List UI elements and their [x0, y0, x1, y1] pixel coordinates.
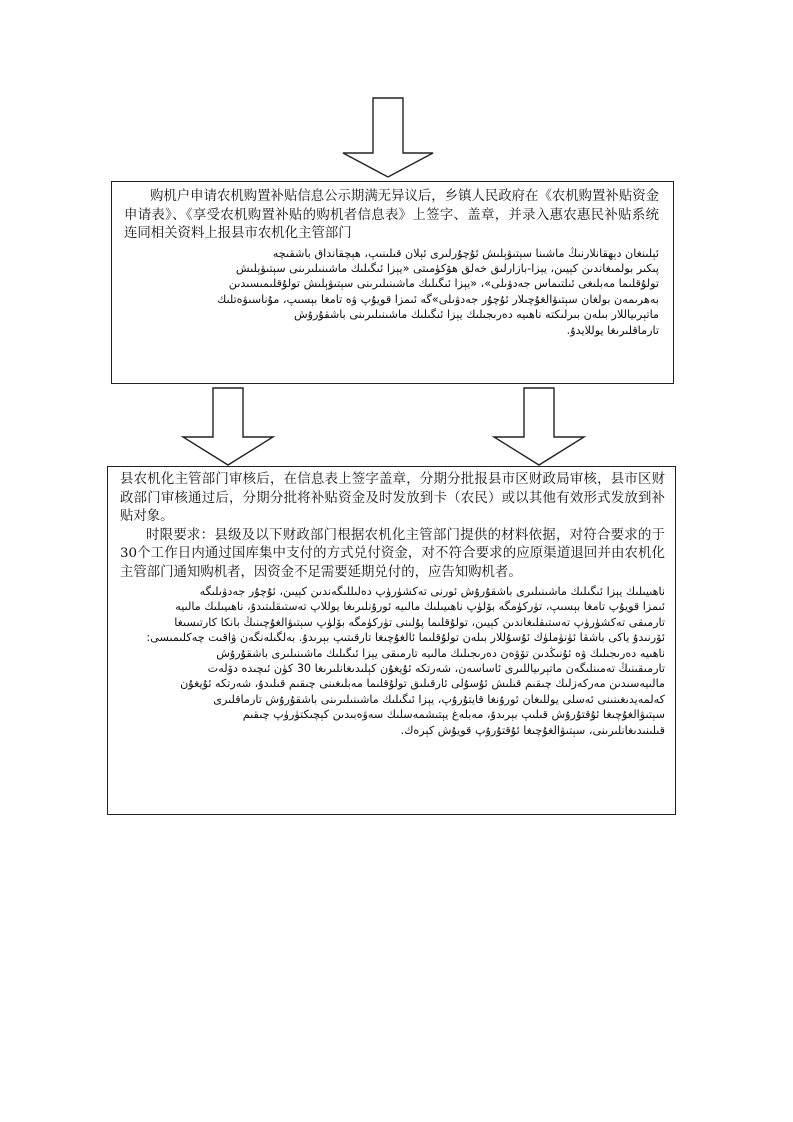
box2-uyghur-line: تارمىقىنىڭ تەمىنلىگەن ماتېرىياللىرى ئاساسەن، شەرتكە ئۇيغۇن كېلىدىغانلىرىغا 30 كۈن ئىچىدە دۆلەت	[207, 662, 665, 676]
down-arrow-right	[491, 387, 587, 467]
box2-uyghur-line: مالىيەسىدىن مەركەزلىك چىقىم قىلىش ئۇسۇلى ئارقىلىق تولۇقلىما مەبلىغىنى چىقىم قىلىدۇ، شەرتكە ئۇيغۇن	[180, 677, 665, 691]
box2-uyghur-line: ئىمزا قويۇپ تامغا بېسىپ، تۈركۈمگە بۆلۈپ ناھىيىلىك مالىيە ئورۇنلىرىغا يوللاپ تەستىقلىتىدۇ، ناھىيىلىك مالىيە	[175, 600, 665, 614]
box2-uyghur-line: ئۆرنىدۇ ياكى باشقا ئۈنۈملۈك ئۇسۇللار بىلەن تولۇقلىما ئالغۇچىغا تارقىتىپ بېرىدۇ. بەلگىلەنگەن ۋاقىت چەكلىمىسى:	[146, 631, 665, 645]
procedure-box-review-and-payment	[107, 466, 676, 815]
procedure-box-application	[111, 181, 674, 384]
box1-chinese-text: 购机户申请农机购置补贴信息公示期满无异议后，乡镇人民政府在《农机购置补贴资金申请表》、《享受农机购置补贴的购机者信息表》上签字、盖章，并录入惠农惠民补贴系统连同相关资料上报县市农机化主管部门	[124, 189, 659, 241]
down-arrow-top	[340, 97, 436, 179]
down-arrow-left	[180, 387, 276, 467]
box1-uyghur-line: پىكىر بولمىغاندىن كېيىن، يېزا-بازارلىق خەلق ھۆكۈمىتى «يېزا ئىگىلىك ماشىنىلىرىنى سېتىۋېلىش	[235, 261, 659, 275]
box1-uyghur-line: ئېلىنغان دېھقانلارنىڭ ماشىنا سېتىۋېلىش ئۇچۇرلىرى ئېلان قىلىنىپ، ھېچقانداق باشقىچە	[272, 246, 659, 260]
box2-uyghur-line: قىلىنىدىغانلىرىنى، سېتىۋالغۇچىغا ئۇقتۇرۇپ قويۇش كېرەك.	[400, 723, 665, 737]
box1-uyghur-line: ماتېرىياللار بىلەن بىرلىكتە ناھىيە دەرىجىلىك يېزا ئىگىلىك ماشىنىلىرىنى باشقۇرۇش	[293, 308, 659, 322]
box1-uyghur-line: تارماقلىرىغا يوللايدۇ.	[566, 323, 659, 337]
box2-chinese-time-limit-text: 时限要求：县级及以下财政部门根据农机化主管部门提供的材料依据，对符合要求的于30个工作日内通过国库集中支付的方式兑付资金，对不符合要求的应原渠道退回并由农机化主管部门通知购机者，因资金不足需要延期兑付的，应告知购机者。	[120, 527, 665, 580]
box2-uyghur-text	[120, 584, 665, 738]
box1-uyghur-line: تولۇقلىما مەبلىغى ئىلتىماس جەدۋىلى»، «يېزا ئىگىلىك ماشىنىلىرىنى سېتىۋېلىش تولۇقلىمىسىدىن	[228, 277, 659, 291]
box1-uyghur-line: بەھرىمەن بولغان سېتىۋالغۇچىلار ئۇچۇر جەدۋىلى»گە ئىمزا قويۇپ ۋە تامغا بېسىپ، مۇناسىۋەتلىك	[217, 292, 659, 306]
box2-uyghur-line: ناھىيىلىك يېزا ئىگىلىك ماشىنىلىرى باشقۇرۇش ئورنى تەكشۈرۈپ دەلىللىگەندىن كېيىن، ئۇچۇر جەدۋىلىگە	[199, 585, 665, 598]
box2-chinese-review-text: 县农机化主管部门审核后，在信息表上签字盖章，分期分批报县市区财政局审核，县市区财政部门审核通过后，分期分批将补贴资金及时发放到卡（农民）或以其他有效形式发放到补贴对象。	[120, 472, 665, 524]
box2-uyghur-line: تارمىقى تەكشۈرۈپ تەستىقلىغاندىن كېيىن، تولۇقلىما پۇلىنى تۈركۈمگە بۆلۈپ سېتىۋالغۇچىنىڭ بانكا كارتىسىغا	[174, 615, 665, 629]
box2-uyghur-line: كەلمەيدىغىنىنى ئەسلى يوللىغان ئورۇنغا قايتۇرۇپ، يېزا ئىگىلىك ماشىنىلىرىنى باشقۇرۇش تارماقلىرى	[213, 692, 665, 706]
box2-uyghur-line: ناھىيە دەرىجىلىك ۋە ئۇنىڭدىن تۆۋەن دەرىجىلىك مالىيە تارمىقى يېزا ئىگىلىك ماشىنىلىرى باشقۇرۇش	[216, 646, 665, 660]
box2-uyghur-line: سېتىۋالغۇچىغا ئۇقتۇرۇش قىلىپ بېرىدۇ، مەبلەغ يېتىشمەسلىك سەۋەبىدىن كېچىكتۈرۈپ چىقىم	[242, 708, 665, 722]
box1-uyghur-text	[124, 246, 659, 338]
